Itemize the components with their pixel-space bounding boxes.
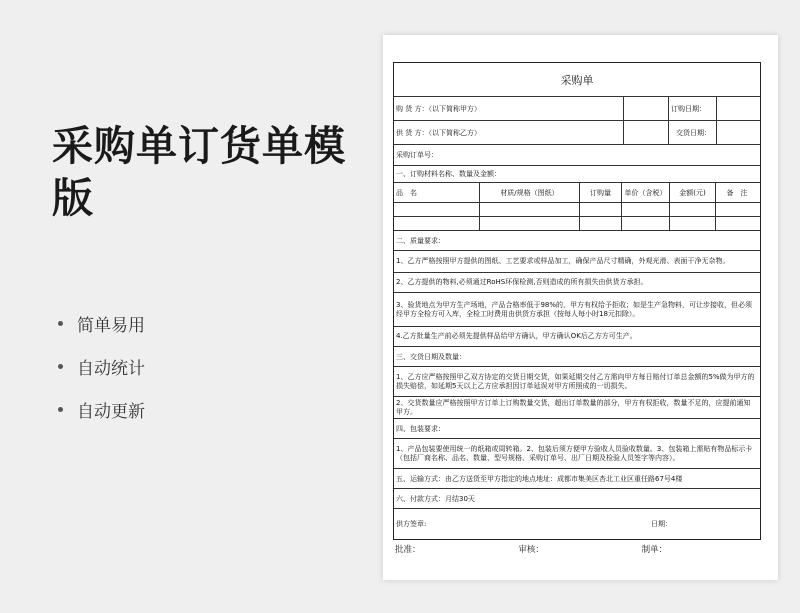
bullet-icon bbox=[58, 364, 63, 369]
quality-clause-3: 3、验货地点为甲方生产场地，产品合格率低于98%的，甲方有权给予拒收；如是生产急物料，可让步接收，但必须经甲方全检方可入库，全检工时费用由供货方承担（按每人每小时18元扣除）。 bbox=[394, 293, 760, 327]
col-price: 单价（含税） bbox=[622, 183, 670, 202]
packaging-clause: 1、产品包装要使用统一的纸箱或周转箱。2、包装后须方便甲方验收人员验收数量。3、包装箱上需贴有物品标示卡（包括厂商名称、品名、数量、型号规格、采购订单号、出厂日期及检验人员签字等内容）。 bbox=[394, 439, 760, 469]
delivery-clause-2: 2、交货数量应严格按照甲方订单上订购数量交货，超出订单数量的部分，甲方有权拒收，数量不足的，应提前通知甲方。 bbox=[394, 397, 760, 419]
supplier-value bbox=[624, 121, 669, 144]
sign-date-label: 日期： bbox=[651, 520, 672, 528]
section-transport: 五、运输方式：由乙方送货至甲方指定的地点地址：成都市集美区杏北工业区重任路67号4楼 bbox=[394, 469, 760, 489]
col-remark: 备 注 bbox=[726, 188, 748, 197]
approve-label: 批准： bbox=[395, 545, 421, 555]
order-date-label: 订购日期： bbox=[669, 97, 717, 120]
delivery-clause-1: 1、乙方应严格按照甲乙双方协定的交货日期交货，如果延期交付乙方需向甲方每日赔付订单总金额的5%做为甲方的损失赔偿，如延期5天以上乙方应承担因订单延误对甲方所照成的一切损失。 bbox=[394, 367, 760, 397]
section-items: 一、订购材料名称、数量及金额： bbox=[394, 166, 760, 183]
buyer-value bbox=[624, 97, 669, 120]
section-payment: 六、付款方式：月结30天 bbox=[394, 489, 760, 509]
supplier-sign-label: 供方签章: bbox=[396, 520, 427, 528]
quality-clause-2: 2、乙方提供的物料,必须通过RoHS环保检测,否则造成的所有损失由供货方承担。 bbox=[394, 273, 760, 293]
prepare-label: 制单： bbox=[641, 545, 668, 555]
col-amount: 金额(元) bbox=[670, 183, 716, 202]
form-title: 采购单 bbox=[394, 63, 760, 97]
section-delivery: 三、交货日期及数量： bbox=[394, 347, 760, 367]
order-no-row: 采购订单号： bbox=[394, 145, 760, 166]
review-label: 审核： bbox=[518, 545, 544, 555]
quality-clause-1: 1、乙方严格按照甲方提供的图纸、工艺要求或样品加工，确保产品尺寸精确，外观光滑、表面干净无杂物。 bbox=[394, 251, 760, 273]
feature-item: 简单易用 bbox=[58, 312, 145, 334]
document-preview bbox=[383, 35, 778, 580]
buyer-row bbox=[394, 97, 760, 121]
quality-clause-4: 4.乙方批量生产前必须先提供样品给甲方确认，甲方确认OK后乙方方可生产。 bbox=[394, 327, 760, 347]
col-spec: 材质/规格（图纸） bbox=[480, 183, 580, 202]
buyer-label: 购 货 方：（以下简称甲方） bbox=[394, 97, 624, 120]
section-quality: 二、质量要求： bbox=[394, 231, 760, 251]
feature-list bbox=[58, 312, 145, 441]
section-packaging: 四、包装要求： bbox=[394, 419, 760, 439]
delivery-date-label: 交货日期： bbox=[669, 121, 717, 144]
supplier-row bbox=[394, 121, 760, 145]
table-row bbox=[394, 217, 760, 231]
bullet-icon bbox=[58, 321, 63, 326]
delivery-date-value bbox=[717, 121, 758, 144]
supplier-label: 供 货 方：（以下简称乙方） bbox=[394, 121, 624, 144]
page-title: 采购单订货单模版 bbox=[52, 122, 346, 222]
table-row bbox=[394, 203, 760, 217]
order-date-value bbox=[717, 97, 758, 120]
signature-row bbox=[394, 509, 760, 539]
col-qty: 订购量 bbox=[580, 183, 622, 202]
col-name: 品 名 bbox=[394, 183, 480, 202]
bullet-icon bbox=[58, 407, 63, 412]
approval-footer bbox=[395, 543, 765, 555]
items-header-row bbox=[394, 183, 760, 203]
feature-item: 自动统计 bbox=[58, 355, 145, 377]
feature-item: 自动更新 bbox=[58, 398, 145, 420]
purchase-order-form bbox=[393, 62, 761, 540]
